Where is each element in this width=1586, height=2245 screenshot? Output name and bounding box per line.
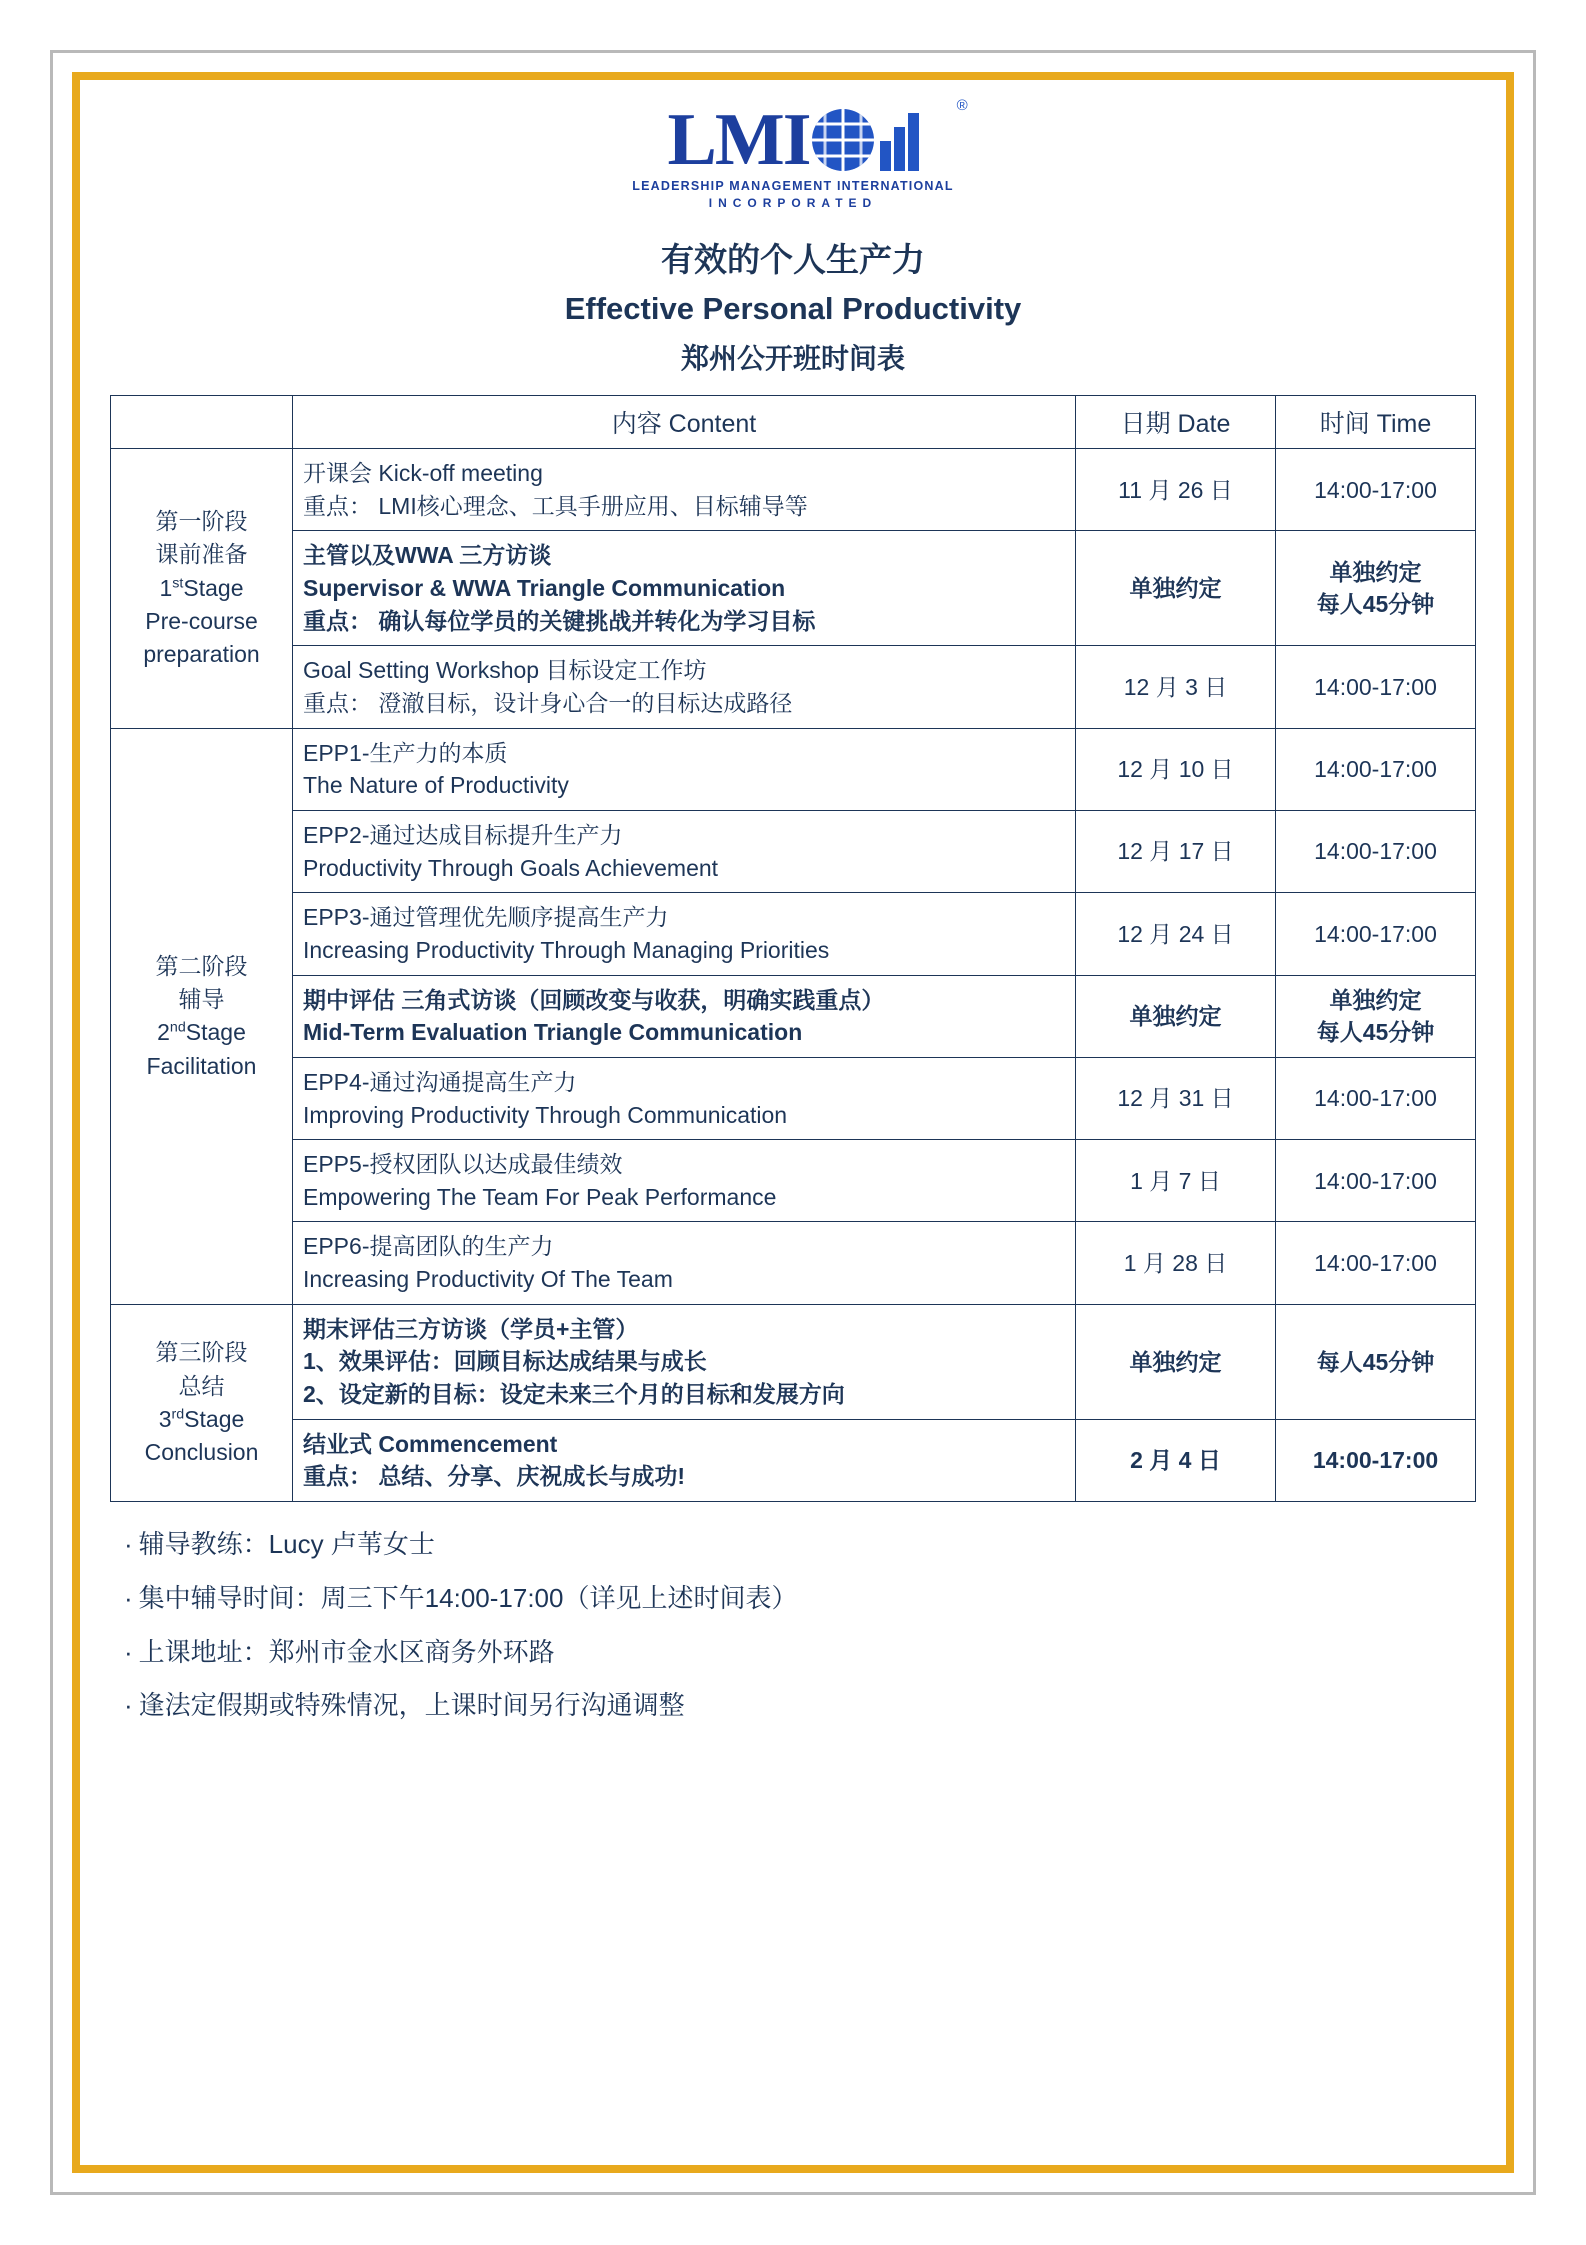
content-cell: 开课会 Kick-off meeting 重点： LMI核心理念、工具手册应用、目标辅导等 <box>293 449 1076 531</box>
note-item <box>124 1636 1476 1670</box>
time-cell: 14:00-17:00 <box>1276 893 1476 975</box>
content-cell: 主管以及WWA 三方访谈 Supervisor & WWA Triangle Communication 重点： 确认每位学员的关键挑战并转化为学习目标 <box>293 531 1076 646</box>
table-row <box>111 646 1476 728</box>
page-title-cn: 有效的个人生产力 <box>661 241 925 278</box>
bullet-icon: · <box>124 1529 133 1560</box>
table-row <box>111 531 1476 646</box>
page-title-en: Effective Personal Productivity <box>564 291 1022 326</box>
content-cell: EPP2-通过达成目标提升生产力 Productivity Through Goals Achievement <box>293 810 1076 892</box>
time-cell: 单独约定 每人45分钟 <box>1276 531 1476 646</box>
time-cell: 14:00-17:00 <box>1276 449 1476 531</box>
date-cell: 2 月 4 日 <box>1076 1419 1276 1501</box>
date-cell: 单独约定 <box>1076 975 1276 1057</box>
table-row <box>111 975 1476 1057</box>
content-cell: EPP5-授权团队以达成最佳绩效 Empowering The Team For Peak Performance <box>293 1140 1076 1222</box>
column-header-time: 时间 Time <box>1276 396 1476 449</box>
column-header-content: 内容 Content <box>293 396 1076 449</box>
table-row <box>111 449 1476 531</box>
time-cell: 单独约定 每人45分钟 <box>1276 975 1476 1057</box>
time-cell: 14:00-17:00 <box>1276 1419 1476 1501</box>
note-text: 集中辅导时间：周三下午14:00-17:00（详见上述时间表） <box>138 1582 798 1613</box>
content-cell: 结业式 Commencement 重点： 总结、分享、庆祝成长与成功! <box>293 1419 1076 1501</box>
page-subtitle: 郑州公开班时间表 <box>680 343 905 374</box>
time-cell: 14:00-17:00 <box>1276 1057 1476 1139</box>
stage-label-cell: 第二阶段 辅导 2ndStage Facilitation <box>111 728 293 1304</box>
date-cell: 12 月 3 日 <box>1076 646 1276 728</box>
content-cell: Goal Setting Workshop 目标设定工作坊 重点： 澄澈目标，设计身心合一的目标达成路径 <box>293 646 1076 728</box>
table-header-row <box>111 396 1476 449</box>
content-cell: EPP1-生产力的本质 The Nature of Productivity <box>293 728 1076 810</box>
bullet-icon: · <box>124 1582 133 1613</box>
note-item <box>124 1689 1476 1723</box>
globe-icon <box>812 109 874 171</box>
date-cell: 1 月 7 日 <box>1076 1140 1276 1222</box>
column-header-date: 日期 Date <box>1076 396 1276 449</box>
table-row <box>111 1304 1476 1419</box>
note-item <box>124 1582 1476 1616</box>
date-cell: 12 月 31 日 <box>1076 1057 1276 1139</box>
note-text: 逢法定假期或特殊情况，上课时间另行沟通调整 <box>138 1690 685 1721</box>
schedule-table <box>110 395 1476 1502</box>
time-cell: 14:00-17:00 <box>1276 1140 1476 1222</box>
time-cell: 14:00-17:00 <box>1276 646 1476 728</box>
table-row <box>111 893 1476 975</box>
table-row <box>111 1222 1476 1304</box>
table-row <box>111 810 1476 892</box>
time-cell: 14:00-17:00 <box>1276 810 1476 892</box>
time-cell: 14:00-17:00 <box>1276 728 1476 810</box>
lmi-logo <box>110 95 1476 212</box>
time-cell: 每人45分钟 <box>1276 1304 1476 1419</box>
logo-tagline-secondary: INCORPORATED <box>708 196 878 210</box>
logo-wordmark: LMI <box>667 98 810 181</box>
bullet-icon: · <box>124 1690 133 1721</box>
bullet-icon: · <box>124 1636 133 1667</box>
logo-tagline-primary: LEADERSHIP MANAGEMENT INTERNATIONAL <box>632 179 954 193</box>
note-item <box>124 1528 1476 1562</box>
time-cell: 14:00-17:00 <box>1276 1222 1476 1304</box>
date-cell: 12 月 24 日 <box>1076 893 1276 975</box>
content-cell: 期末评估三方访谈（学员+主管） 1、效果评估：回顾目标达成结果与成长 2、设定新的目标：设定未来三个月的目标和发展方向 <box>293 1304 1076 1419</box>
content-cell: 期中评估 三角式访谈（回顾改变与收获，明确实践重点） Mid-Term Evaluation Triangle Communication <box>293 975 1076 1057</box>
table-row <box>111 728 1476 810</box>
stage-label-cell: 第一阶段 课前准备 1stStage Pre-course preparation <box>111 449 293 729</box>
document-content <box>110 95 1476 1723</box>
table-row <box>111 1057 1476 1139</box>
content-cell: EPP3-通过管理优先顺序提高生产力 Increasing Productivity Through Managing Priorities <box>293 893 1076 975</box>
table-row <box>111 1140 1476 1222</box>
stage-label-cell: 第三阶段 总结 3rdStage Conclusion <box>111 1304 293 1501</box>
notes-list <box>124 1528 1476 1723</box>
content-cell: EPP4-通过沟通提高生产力 Improving Productivity Through Communication <box>293 1057 1076 1139</box>
column-header-stage <box>111 396 293 449</box>
note-text: 上课地址：郑州市金水区商务外环路 <box>138 1636 555 1667</box>
bar-chart-icon <box>877 109 919 171</box>
date-cell: 单独约定 <box>1076 531 1276 646</box>
table-row <box>111 1419 1476 1501</box>
date-cell: 12 月 10 日 <box>1076 728 1276 810</box>
date-cell: 单独约定 <box>1076 1304 1276 1419</box>
date-cell: 12 月 17 日 <box>1076 810 1276 892</box>
note-text: 辅导教练：Lucy 卢苇女士 <box>138 1529 435 1560</box>
registered-mark: ® <box>956 97 968 114</box>
date-cell: 11 月 26 日 <box>1076 449 1276 531</box>
content-cell: EPP6-提高团队的生产力 Increasing Productivity Of The Team <box>293 1222 1076 1304</box>
date-cell: 1 月 28 日 <box>1076 1222 1276 1304</box>
